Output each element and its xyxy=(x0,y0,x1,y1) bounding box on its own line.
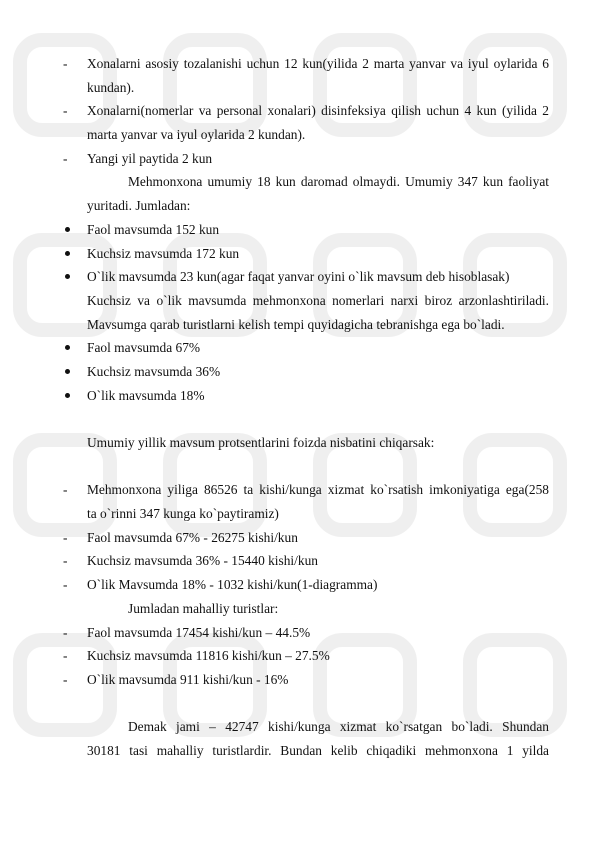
line-text: Kuchsiz mavsumda 172 kun xyxy=(87,245,240,261)
line-text: yuritadi. Jumladan: xyxy=(87,198,191,214)
line-text: Yangi yil paytida 2 kun xyxy=(87,150,213,166)
line-text: Kuchsiz mavsumda 36% xyxy=(87,363,221,379)
text-line xyxy=(0,360,595,384)
text-line xyxy=(0,384,595,408)
line-text: Xonalarni(nomerlar va personal xonalari) disinfeksiya qilish uchun 4 kun (yilida 2 xyxy=(87,103,549,119)
text-line xyxy=(0,52,595,76)
dash-marker xyxy=(63,52,83,76)
line-text: Faol mavsumda 152 kun xyxy=(87,221,220,237)
text-line xyxy=(0,526,595,550)
line-text: Kuchsiz va o`lik mavsumda mehmonxona nomerlari narxi biroz arzonlashtiriladi. xyxy=(87,292,549,308)
text-line xyxy=(0,242,595,266)
line-text: Kuchsiz mavsumda 11816 kishi/kun – 27.5% xyxy=(87,648,330,664)
document-body xyxy=(0,52,595,763)
text-line xyxy=(0,99,595,123)
line-text: Mehmonxona umumiy 18 kun daromad olmaydi. Umumiy 347 kun faoliyat xyxy=(128,174,549,190)
text-line xyxy=(0,573,595,597)
text-line xyxy=(0,123,595,147)
dash-marker xyxy=(63,621,83,645)
line-text: kundan). xyxy=(87,79,135,95)
text-line xyxy=(0,597,595,621)
line-text: Mehmonxona yiliga 86526 ta kishi/kunga xizmat ko`rsatish imkoniyatiga ega(258 xyxy=(87,482,549,498)
blank-line xyxy=(0,407,595,431)
text-line xyxy=(0,76,595,100)
text-line xyxy=(0,715,595,739)
text-line xyxy=(0,194,595,218)
line-text: Jumladan mahalliy turistlar: xyxy=(128,600,279,616)
text-line xyxy=(0,502,595,526)
dash-marker xyxy=(63,573,83,597)
text-line xyxy=(0,265,595,289)
line-text: Xonalarni asosiy tozalanishi uchun 12 kun(yilida 2 marta yanvar va iyul oylarida 6 xyxy=(87,56,549,71)
blank-line xyxy=(0,692,595,716)
line-text: O`lik mavsumda 18% xyxy=(87,387,205,403)
line-text: O`lik Mavsumda 18% - 1032 kishi/kun(1-diagramma) xyxy=(87,577,378,593)
dash-marker xyxy=(63,668,83,692)
line-text: Demak jami – 42747 kishi/kunga xizmat ko`rsatgan bo`ladi. Shundan xyxy=(128,719,549,735)
text-line xyxy=(0,478,595,502)
dash-marker xyxy=(63,99,83,123)
line-text: O`lik mavsumda 911 kishi/kun - 16% xyxy=(87,671,289,687)
line-text: Faol mavsumda 17454 kishi/kun – 44.5% xyxy=(87,624,311,640)
text-line xyxy=(0,644,595,668)
blank-line xyxy=(0,455,595,479)
text-line xyxy=(0,621,595,645)
line-text: Mavsumga qarab turistlarni kelish tempi quyidagicha tebranishga ega bo`ladi. xyxy=(87,316,505,332)
dash-marker xyxy=(63,478,83,502)
line-text: Faol mavsumda 67% xyxy=(87,340,201,356)
line-text: Umumiy yillik mavsum protsentlarini foizda nisbatini chiqarsak: xyxy=(87,435,435,450)
line-text: ta o`rinni 347 kunga ko`paytiramiz) xyxy=(87,506,279,522)
dash-marker xyxy=(63,549,83,573)
line-text: O`lik mavsumda 23 kun(agar faqat yanvar oyini o`lik mavsum deb hisoblasak) xyxy=(87,269,510,285)
dash-marker xyxy=(63,526,83,550)
text-line xyxy=(0,313,595,337)
text-line xyxy=(0,336,595,360)
text-line xyxy=(0,431,595,455)
text-line xyxy=(0,170,595,194)
text-line xyxy=(0,668,595,692)
dash-marker xyxy=(63,147,83,171)
line-text: 30181 tasi mahalliy turistlardir. Bundan kelib chiqadiki mehmonxona 1 yilda xyxy=(87,742,549,758)
dash-marker xyxy=(63,644,83,668)
text-line xyxy=(0,739,595,763)
line-text: Faol mavsumda 67% - 26275 kishi/kun xyxy=(87,529,298,545)
text-line xyxy=(0,218,595,242)
text-line xyxy=(0,147,595,171)
line-text: marta yanvar va iyul oylarida 2 kundan). xyxy=(87,127,306,143)
line-text: Kuchsiz mavsumda 36% - 15440 kishi/kun xyxy=(87,553,318,569)
text-line xyxy=(0,549,595,573)
text-line xyxy=(0,289,595,313)
